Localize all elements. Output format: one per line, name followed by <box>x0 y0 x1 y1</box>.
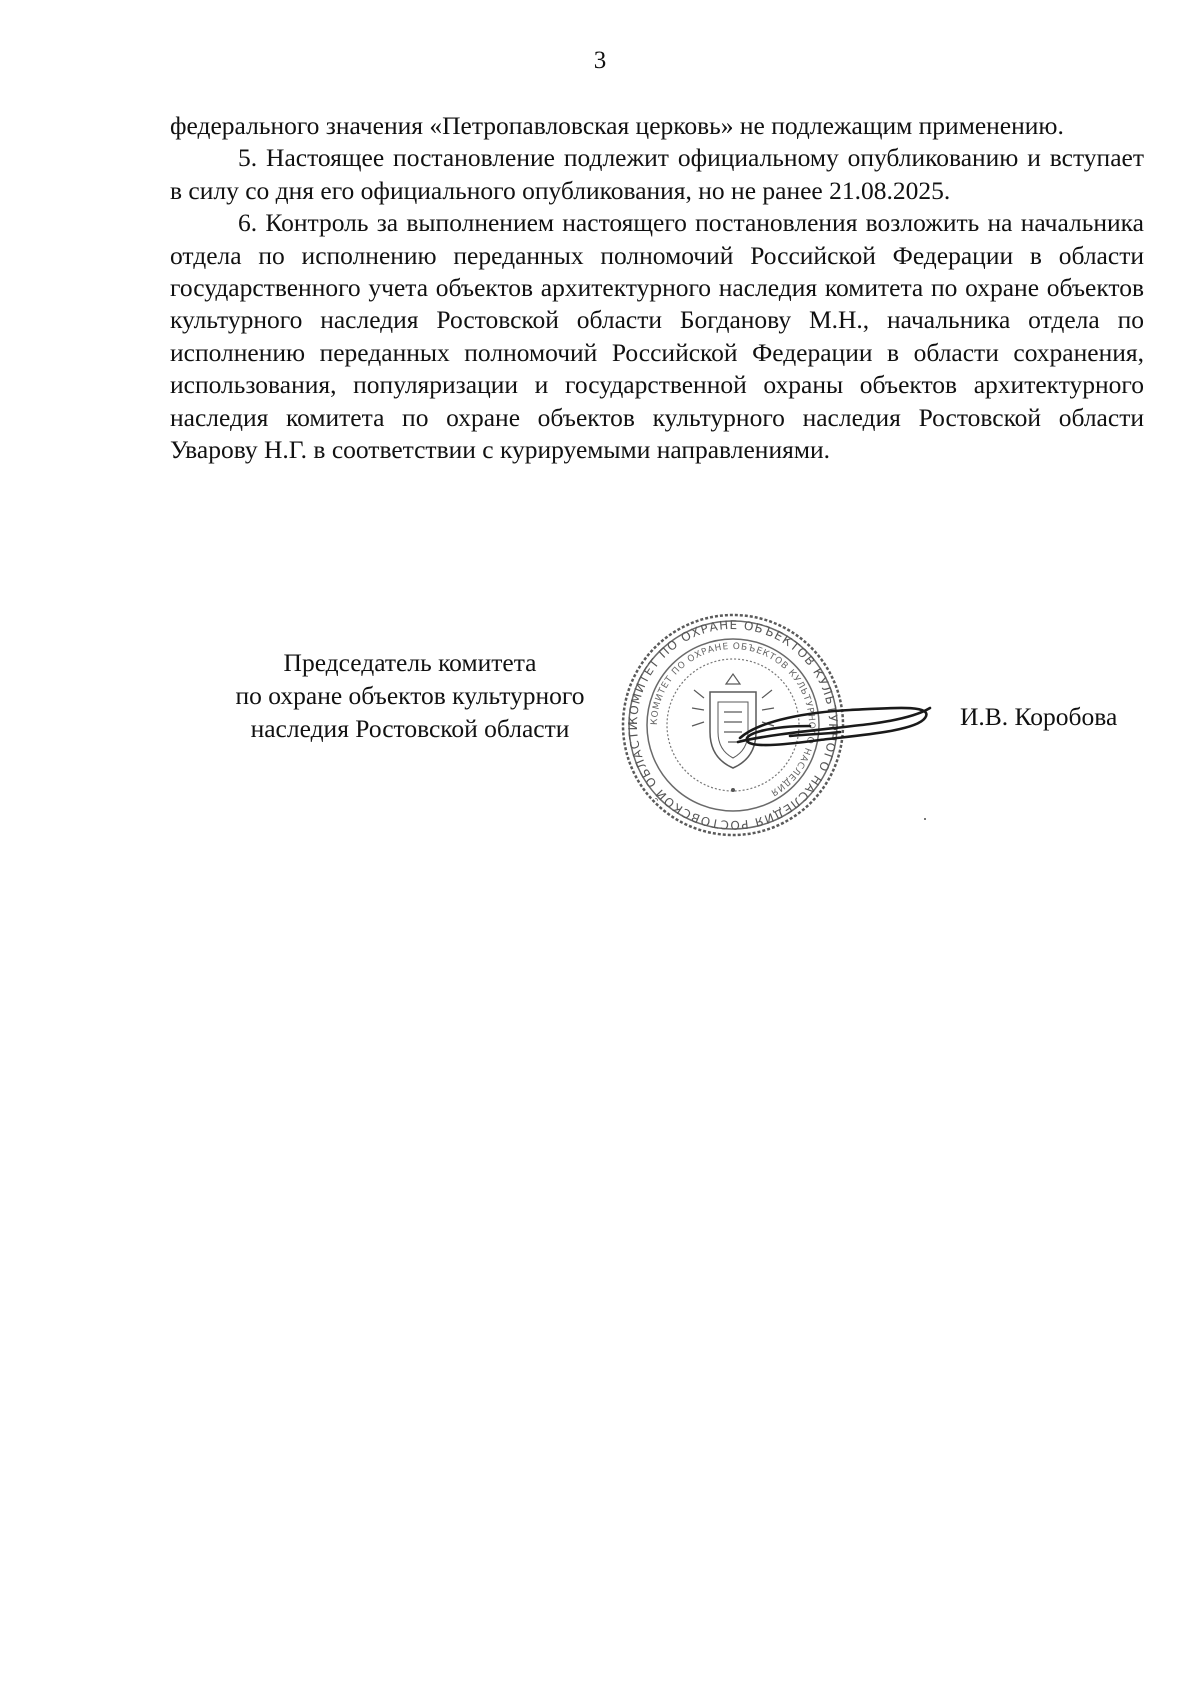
page-number: 3 <box>593 47 607 74</box>
signer-position-line: наследия Ростовской области <box>250 714 570 743</box>
document-body <box>170 110 1144 466</box>
seal-inner-text: КОМИТЕТ ПО ОХРАНЕ ОБЪЕКТОВ КУЛЬТУРНОГО НАСЛЕДИЯ <box>649 641 817 798</box>
paragraph-item-6: 6. Контроль за выполнением настоящего постановления возложить на начальника отдела по исполнению переданных полномочий Российской Федерации в области государственного учета объектов архитектурного наследия комитета по охране объектов культурного наследия Ростовской области Богданову М.Н., начальника отдела по исполнению переданных полномочий Российской Федерации в области сохранения, использования, популяризации и государственной охраны объектов архитектурного наследия комитета по охране объектов культурного наследия Ростовской области Уварову Н.Г. в соответствии с курируемыми направлениями. <box>170 208 1144 465</box>
scan-speck <box>924 818 926 820</box>
signer-name: И.В. Коробова <box>960 702 1118 731</box>
paragraph-item-5: 5. Настоящее постановление подлежит официальному опубликованию и вступает в силу со дня его официального опубликования, но не ранее 21.08.2025. <box>170 143 1144 205</box>
paragraph-continuation: федерального значения «Петропавловская церковь» не подлежащим применению. <box>170 111 1064 140</box>
seal-outer-text: КОМИТЕТ ПО ОХРАНЕ ОБЪЕКТОВ КУЛЬТУРНОГО НАСЛЕДИЯ РОСТОВСКОЙ ОБЛАСТИ <box>625 617 841 833</box>
signer-position-line: по охране объектов культурного <box>235 681 585 710</box>
signer-position-line: Председатель комитета <box>283 648 537 677</box>
handwritten-signature-icon <box>730 690 940 760</box>
signer-position <box>205 646 615 745</box>
